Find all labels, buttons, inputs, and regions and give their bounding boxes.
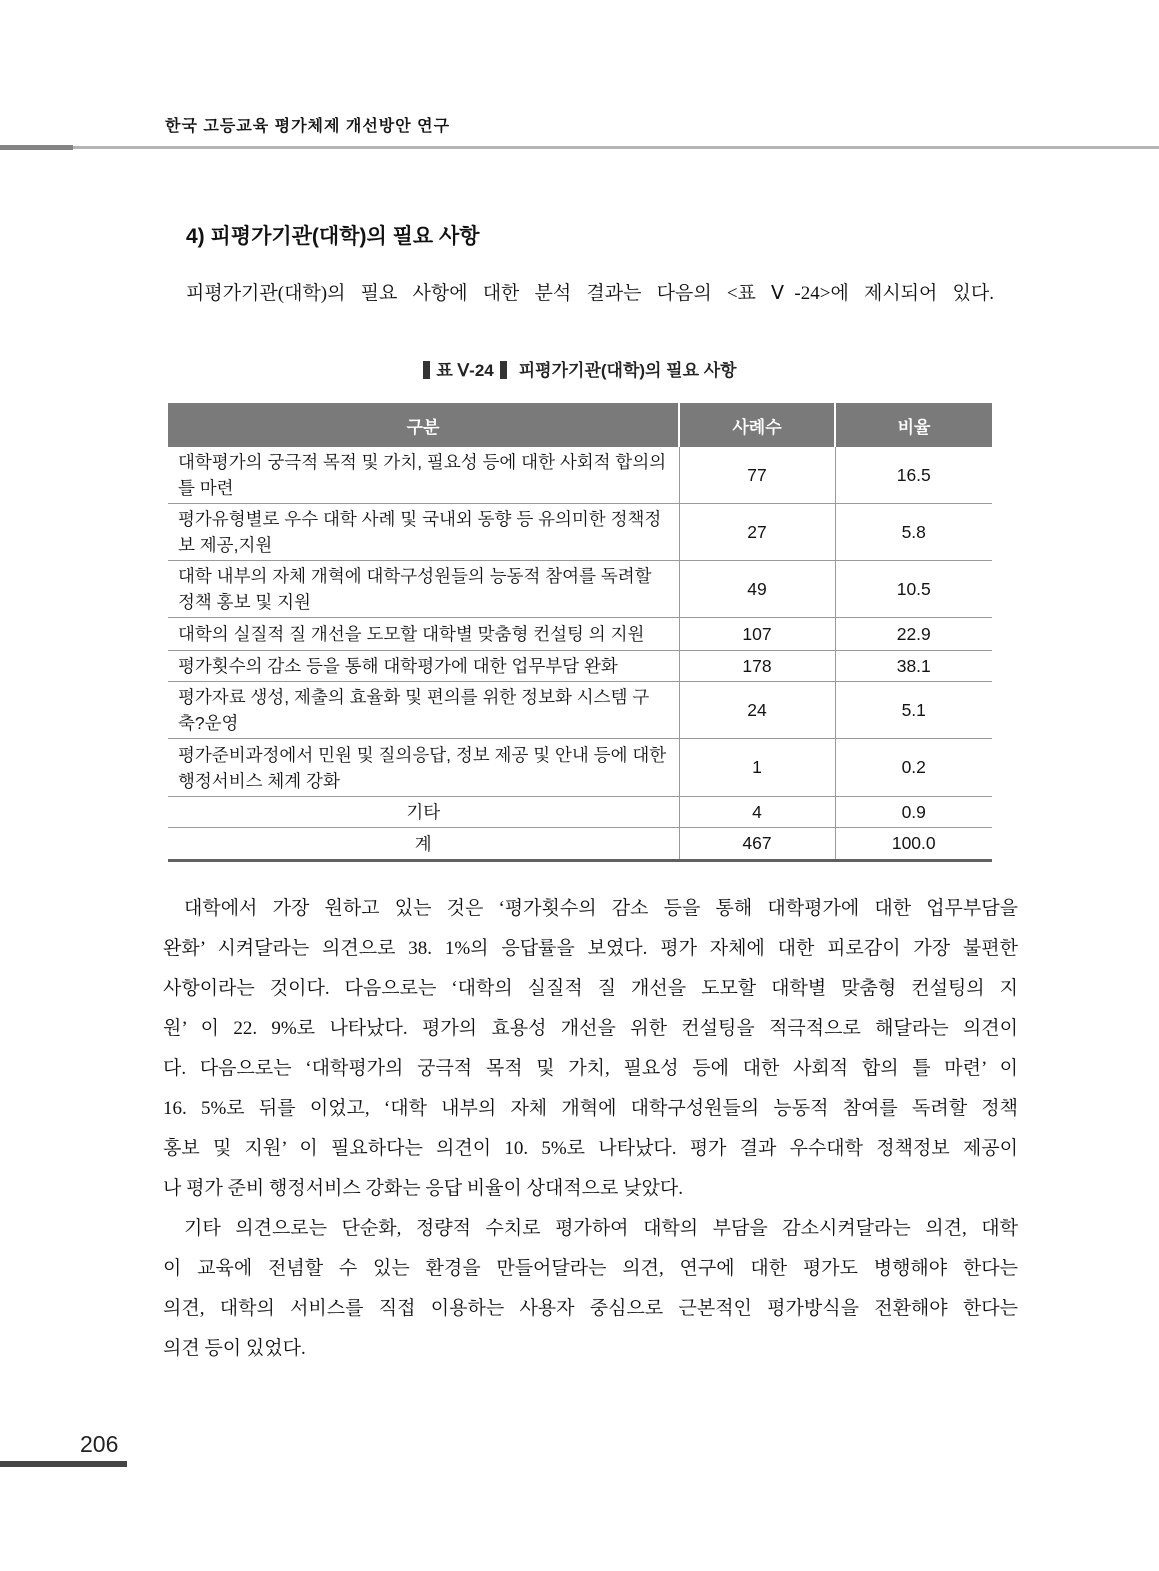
- row-ratio: 16.5: [835, 447, 992, 504]
- body-text: [163, 889, 1018, 1369]
- header-rule: [0, 146, 1159, 149]
- row-ratio: 0.9: [835, 797, 992, 828]
- row-cases: 467: [679, 828, 835, 861]
- row-ratio: 22.9: [835, 618, 992, 651]
- section-heading: 4) 피평가기관(대학)의 필요 사항: [186, 225, 480, 248]
- caption-title: 피평가기관(대학)의 필요 사항: [518, 361, 737, 380]
- row-ratio: 10.5: [835, 561, 992, 618]
- text-line: 홍보 및 지원’ 이 필요하다는 의견이 10. 5%로 나타났다. 평가 결과 우수대학 정책정보 제공이: [163, 1138, 1018, 1159]
- row-cases: 49: [679, 561, 835, 618]
- row-cases: 1: [679, 739, 835, 797]
- text-line: 대학에서 가장 원하고 있는 것은 ‘평가횟수의 감소 등을 통해 대학평가에 대한 업무부담을: [184, 898, 1018, 919]
- page-number: 206: [80, 1431, 119, 1457]
- table-row: [168, 561, 992, 618]
- intro-paragraph: 피평가기관(대학)의 필요 사항에 대한 분석 결과는 다음의 <표 Ⅴ-24>에 제시되어 있다.: [186, 283, 994, 304]
- text-line: 기타 의견으로는 단순화, 정량적 수치로 평가하여 대학의 부담을 감소시켜달라는 의견, 대학: [184, 1218, 1018, 1239]
- paragraph: [163, 1209, 1018, 1369]
- row-label: 평가횟수의 감소 등을 통해 대학평가에 대한 업무부담 완화: [168, 651, 679, 682]
- row-ratio: 100.0: [835, 828, 992, 861]
- header-rule-accent: [0, 145, 73, 150]
- column-header-category: 구분: [168, 403, 679, 447]
- row-cases: 107: [679, 618, 835, 651]
- table-header-row: [168, 403, 992, 447]
- text-line: 사항이라는 것이다. 다음으로는 ‘대학의 실질적 질 개선을 도모할 대학별 맞춤형 컨설팅의 지: [163, 978, 1018, 999]
- text-line: 의견 등이 있었다.: [163, 1338, 306, 1359]
- table-row: [168, 618, 992, 651]
- row-label: 평가유형별로 우수 대학 사례 및 국내외 동향 등 유의미한 정책정보 제공,지원: [168, 504, 679, 561]
- caption-label: 표 Ⅴ-24: [436, 361, 494, 380]
- text-line: 다. 다음으로는 ‘대학평가의 궁극적 목적 및 가치, 필요성 등에 대한 사회적 합의 틀 마련’ 이: [163, 1058, 1018, 1079]
- needs-table: [168, 403, 992, 862]
- text-line: 이 교육에 전념할 수 있는 환경을 만들어달라는 의견, 연구에 대한 평가도 병행해야 한다는: [163, 1258, 1018, 1279]
- table-row: [168, 739, 992, 797]
- table-row: [168, 651, 992, 682]
- row-label: 대학의 실질적 질 개선을 도모할 대학별 맞춤형 컨설팅 의 지원: [168, 618, 679, 651]
- table-caption: [168, 356, 992, 381]
- table-row: [168, 504, 992, 561]
- running-header-title: 한국 고등교육 평가체제 개선방안 연구: [165, 118, 451, 135]
- row-label: 대학 내부의 자체 개혁에 대학구성원들의 능동적 참여를 독려할 정책 홍보 및 지원: [168, 561, 679, 618]
- text-line: 16. 5%로 뒤를 이었고, ‘대학 내부의 자체 개혁에 대학구성원들의 능동적 참여를 독려할 정책: [163, 1098, 1018, 1119]
- row-cases: 27: [679, 504, 835, 561]
- table-row: [168, 797, 992, 828]
- row-ratio: 5.1: [835, 682, 992, 739]
- table-row: [168, 682, 992, 739]
- row-cases: 178: [679, 651, 835, 682]
- table-row: [168, 447, 992, 504]
- row-ratio: 38.1: [835, 651, 992, 682]
- row-label: 대학평가의 궁극적 목적 및 가치, 필요성 등에 대한 사회적 합의의 틀 마련: [178, 452, 667, 498]
- column-header-ratio: 비율: [835, 403, 992, 447]
- paragraph: [163, 889, 1018, 1209]
- row-label: 평가자료 생성, 제출의 효율화 및 편의를 위한 정보화 시스템 구축?운영: [168, 682, 679, 739]
- table-row: [168, 828, 992, 861]
- row-cases: 24: [679, 682, 835, 739]
- row-cases: 4: [679, 797, 835, 828]
- row-label: 계: [168, 828, 679, 861]
- text-line: 나 평가 준비 행정서비스 강화는 응답 비율이 상대적으로 낮았다.: [163, 1178, 683, 1199]
- caption-bar-icon: [500, 361, 507, 379]
- column-header-cases: 사례수: [679, 403, 835, 447]
- row-label: 기타: [168, 797, 679, 828]
- footer-bar: [0, 1461, 127, 1467]
- row-cases: 77: [679, 447, 835, 504]
- row-ratio: 0.2: [835, 739, 992, 797]
- text-line: 완화’ 시켜달라는 의견으로 38. 1%의 응답률을 보였다. 평가 자체에 대한 피로감이 가장 불편한: [163, 938, 1018, 959]
- text-line: 원’ 이 22. 9%로 나타났다. 평가의 효용성 개선을 위한 컨설팅을 적극적으로 해달라는 의견이: [163, 1018, 1018, 1039]
- row-ratio: 5.8: [835, 504, 992, 561]
- caption-bar-icon: [423, 361, 430, 379]
- text-line: 의견, 대학의 서비스를 직접 이용하는 사용자 중심으로 근본적인 평가방식을 전환해야 한다는: [163, 1298, 1018, 1319]
- row-label: 평가준비과정에서 민원 및 질의응답, 정보 제공 및 안내 등에 대한 행정서비스 체계 강화: [168, 739, 679, 797]
